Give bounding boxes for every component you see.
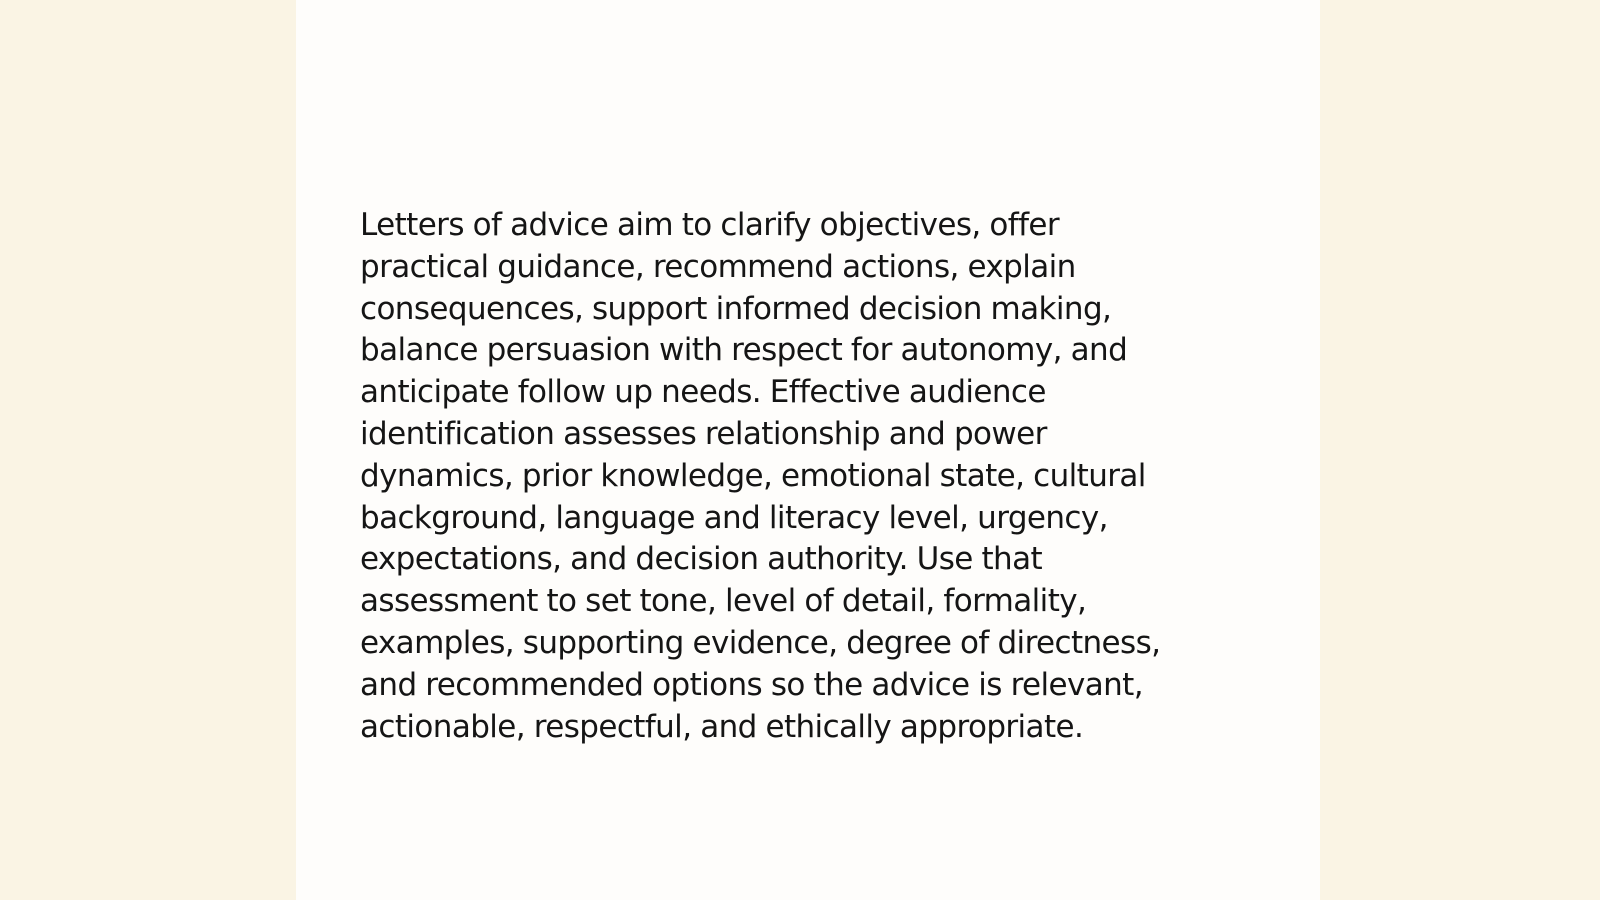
document-page — [296, 0, 1320, 900]
body-paragraph: Letters of advice aim to clarify objectives, offer practical guidance, recommend actions, explain consequences, support informed decision making, balance persuasion with respect for autonomy, and anticipate follow up needs. Effective audience identification assesses relationship and power dynamics, prior knowledge, emotional state, cultural background, language and literacy level, urgency, expectations, and decision authority. Use that assessment to set tone, level of detail, formality, examples, supporting evidence, degree of directness, and recommended options so the advice is relevant, actionable, respectful, and ethically appropriate. — [360, 207, 1161, 745]
